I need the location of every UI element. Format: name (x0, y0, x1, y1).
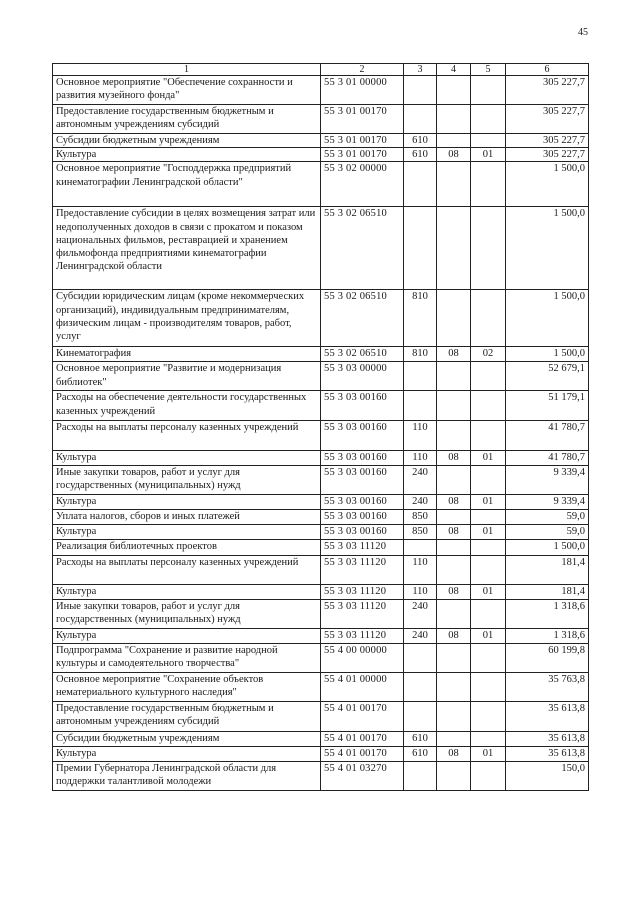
amount-cell: 1 318,6 (506, 628, 589, 643)
expense-type-cell (404, 162, 437, 207)
column-header: 4 (437, 64, 471, 76)
target-code-cell: 55 3 03 00160 (321, 509, 404, 524)
expense-type-cell: 240 (404, 628, 437, 643)
target-code-cell: 55 3 03 00000 (321, 362, 404, 391)
row-name-cell: Основное мероприятие "Развитие и модернизация библиотек" (53, 362, 321, 391)
row-name-cell: Иные закупки товаров, работ и услуг для государственных (муниципальных) нужд (53, 465, 321, 494)
table-row (53, 162, 589, 207)
section-cell (437, 362, 471, 391)
target-code-cell: 55 3 01 00170 (321, 134, 404, 148)
column-header: 6 (506, 64, 589, 76)
target-code-cell: 55 3 03 00160 (321, 494, 404, 509)
expense-type-cell (404, 207, 437, 290)
target-code-cell: 55 3 03 11120 (321, 628, 404, 643)
subsection-cell (471, 207, 506, 290)
row-name-cell: Предоставление субсидии в целях возмещения затрат или недополученных доходов в связи с прокатом и показом национальных фильмов, реставрацией и хранением фильмофонда предприятиями кинематографии Ленинградской области (53, 207, 321, 290)
amount-cell: 150,0 (506, 761, 589, 790)
table-row (53, 761, 589, 790)
row-name-cell: Основное мероприятие "Сохранение объектов нематериального культурного наследия" (53, 672, 321, 701)
target-code-cell: 55 4 00 00000 (321, 643, 404, 672)
amount-cell: 35 763,8 (506, 672, 589, 701)
table-row (53, 494, 589, 509)
section-cell (437, 134, 471, 148)
target-code-cell: 55 3 03 11120 (321, 599, 404, 628)
table-row (53, 701, 589, 731)
table-row (53, 148, 589, 162)
target-code-cell: 55 3 03 00160 (321, 524, 404, 539)
target-code-cell: 55 4 01 03270 (321, 761, 404, 790)
section-cell (437, 105, 471, 134)
expense-type-cell (404, 76, 437, 105)
subsection-cell (471, 76, 506, 105)
target-code-cell: 55 3 01 00170 (321, 105, 404, 134)
section-cell (437, 731, 471, 746)
table-row (53, 628, 589, 643)
budget-table (52, 63, 589, 791)
amount-cell: 1 318,6 (506, 599, 589, 628)
section-cell (437, 162, 471, 207)
table-row (53, 391, 589, 421)
expense-type-cell: 850 (404, 509, 437, 524)
table-row (53, 731, 589, 746)
row-name-cell: Расходы на выплаты персоналу казенных учреждений (53, 421, 321, 451)
row-name-cell: Уплата налогов, сборов и иных платежей (53, 509, 321, 524)
row-name-cell: Иные закупки товаров, работ и услуг для государственных (муниципальных) нужд (53, 599, 321, 628)
section-cell: 08 (437, 347, 471, 362)
section-cell (437, 701, 471, 731)
table-row (53, 524, 589, 539)
subsection-cell (471, 643, 506, 672)
expense-type-cell: 810 (404, 347, 437, 362)
target-code-cell: 55 3 02 00000 (321, 162, 404, 207)
expense-type-cell: 610 (404, 731, 437, 746)
header-row (53, 64, 589, 76)
subsection-cell: 01 (471, 451, 506, 465)
section-cell (437, 290, 471, 347)
subsection-cell (471, 362, 506, 391)
row-name-cell: Культура (53, 746, 321, 761)
page-number: 45 (578, 27, 588, 38)
subsection-cell (471, 290, 506, 347)
row-name-cell: Основное мероприятие "Обеспечение сохранности и развития музейного фонда" (53, 76, 321, 105)
subsection-cell (471, 105, 506, 134)
subsection-cell (471, 465, 506, 494)
section-cell (437, 672, 471, 701)
subsection-cell (471, 761, 506, 790)
row-name-cell: Премии Губернатора Ленинградской области для поддержки талантливой молодежи (53, 761, 321, 790)
amount-cell: 41 780,7 (506, 421, 589, 451)
expense-type-cell: 810 (404, 290, 437, 347)
table-row (53, 584, 589, 599)
table-row (53, 207, 589, 290)
expense-type-cell: 240 (404, 599, 437, 628)
table-row (53, 290, 589, 347)
subsection-cell (471, 509, 506, 524)
amount-cell: 35 613,8 (506, 731, 589, 746)
target-code-cell: 55 3 03 00160 (321, 451, 404, 465)
section-cell (437, 509, 471, 524)
table-row (53, 105, 589, 134)
row-name-cell: Субсидии бюджетным учреждениям (53, 134, 321, 148)
amount-cell: 1 500,0 (506, 290, 589, 347)
amount-cell: 59,0 (506, 524, 589, 539)
row-name-cell: Подпрограмма "Сохранение и развитие народной культуры и самодеятельного творчества" (53, 643, 321, 672)
target-code-cell: 55 3 02 06510 (321, 207, 404, 290)
target-code-cell: 55 3 03 11120 (321, 555, 404, 584)
row-name-cell: Культура (53, 524, 321, 539)
expense-type-cell (404, 391, 437, 421)
section-cell: 08 (437, 584, 471, 599)
expense-type-cell (404, 643, 437, 672)
amount-cell: 35 613,8 (506, 701, 589, 731)
amount-cell: 181,4 (506, 555, 589, 584)
column-header: 5 (471, 64, 506, 76)
target-code-cell: 55 3 02 06510 (321, 347, 404, 362)
row-name-cell: Культура (53, 494, 321, 509)
section-cell: 08 (437, 524, 471, 539)
table-row (53, 672, 589, 701)
subsection-cell (471, 555, 506, 584)
amount-cell: 1 500,0 (506, 539, 589, 555)
table-row (53, 465, 589, 494)
table-row (53, 509, 589, 524)
subsection-cell: 01 (471, 628, 506, 643)
target-code-cell: 55 4 01 00000 (321, 672, 404, 701)
subsection-cell: 01 (471, 494, 506, 509)
amount-cell: 52 679,1 (506, 362, 589, 391)
amount-cell: 35 613,8 (506, 746, 589, 761)
table-row (53, 555, 589, 584)
amount-cell: 1 500,0 (506, 207, 589, 290)
target-code-cell: 55 3 03 00160 (321, 391, 404, 421)
row-name-cell: Расходы на обеспечение деятельности государственных казенных учреждений (53, 391, 321, 421)
table-row (53, 746, 589, 761)
section-cell (437, 643, 471, 672)
expense-type-cell: 110 (404, 555, 437, 584)
target-code-cell: 55 4 01 00170 (321, 731, 404, 746)
subsection-cell (471, 162, 506, 207)
subsection-cell: 02 (471, 347, 506, 362)
table-row (53, 539, 589, 555)
row-name-cell: Основное мероприятие "Господдержка предприятий кинематографии Ленинградской области" (53, 162, 321, 207)
subsection-cell (471, 672, 506, 701)
amount-cell: 305 227,7 (506, 148, 589, 162)
section-cell: 08 (437, 148, 471, 162)
section-cell (437, 555, 471, 584)
subsection-cell (471, 701, 506, 731)
row-name-cell: Культура (53, 451, 321, 465)
amount-cell: 59,0 (506, 509, 589, 524)
expense-type-cell: 850 (404, 524, 437, 539)
target-code-cell: 55 3 03 00160 (321, 421, 404, 451)
subsection-cell (471, 421, 506, 451)
amount-cell: 60 199,8 (506, 643, 589, 672)
table-row (53, 643, 589, 672)
expense-type-cell: 610 (404, 746, 437, 761)
section-cell: 08 (437, 494, 471, 509)
row-name-cell: Расходы на выплаты персоналу казенных учреждений (53, 555, 321, 584)
row-name-cell: Культура (53, 584, 321, 599)
table-row (53, 421, 589, 451)
expense-type-cell: 110 (404, 451, 437, 465)
amount-cell: 181,4 (506, 584, 589, 599)
table-row (53, 134, 589, 148)
subsection-cell: 01 (471, 524, 506, 539)
subsection-cell (471, 539, 506, 555)
row-name-cell: Культура (53, 628, 321, 643)
section-cell (437, 599, 471, 628)
target-code-cell: 55 3 01 00170 (321, 148, 404, 162)
expense-type-cell (404, 701, 437, 731)
row-name-cell: Предоставление государственным бюджетным и автономным учреждениям субсидий (53, 701, 321, 731)
amount-cell: 305 227,7 (506, 105, 589, 134)
amount-cell: 305 227,7 (506, 134, 589, 148)
row-name-cell: Субсидии юридическим лицам (кроме некоммерческих организаций), индивидуальным предпринимателям, физическим лицам - производителям товаров, работ, услуг (53, 290, 321, 347)
subsection-cell: 01 (471, 584, 506, 599)
expense-type-cell (404, 539, 437, 555)
amount-cell: 41 780,7 (506, 451, 589, 465)
section-cell (437, 207, 471, 290)
section-cell (437, 761, 471, 790)
section-cell: 08 (437, 451, 471, 465)
section-cell (437, 539, 471, 555)
expense-type-cell (404, 672, 437, 701)
target-code-cell: 55 3 01 00000 (321, 76, 404, 105)
section-cell (437, 465, 471, 494)
target-code-cell: 55 3 03 11120 (321, 584, 404, 599)
row-name-cell: Культура (53, 148, 321, 162)
amount-cell: 1 500,0 (506, 347, 589, 362)
expense-type-cell: 240 (404, 465, 437, 494)
table-row (53, 362, 589, 391)
row-name-cell: Кинематография (53, 347, 321, 362)
table-row (53, 451, 589, 465)
expense-type-cell (404, 362, 437, 391)
column-header: 3 (404, 64, 437, 76)
section-cell (437, 76, 471, 105)
amount-cell: 9 339,4 (506, 465, 589, 494)
subsection-cell (471, 599, 506, 628)
expense-type-cell: 610 (404, 148, 437, 162)
amount-cell: 305 227,7 (506, 76, 589, 105)
target-code-cell: 55 3 03 00160 (321, 465, 404, 494)
subsection-cell: 01 (471, 148, 506, 162)
target-code-cell: 55 3 03 11120 (321, 539, 404, 555)
target-code-cell: 55 4 01 00170 (321, 701, 404, 731)
table-row (53, 599, 589, 628)
section-cell: 08 (437, 628, 471, 643)
amount-cell: 1 500,0 (506, 162, 589, 207)
section-cell: 08 (437, 746, 471, 761)
row-name-cell: Субсидии бюджетным учреждениям (53, 731, 321, 746)
expense-type-cell: 610 (404, 134, 437, 148)
expense-type-cell: 110 (404, 584, 437, 599)
row-name-cell: Предоставление государственным бюджетным и автономным учреждениям субсидий (53, 105, 321, 134)
expense-type-cell (404, 761, 437, 790)
subsection-cell: 01 (471, 746, 506, 761)
subsection-cell (471, 134, 506, 148)
table-row (53, 347, 589, 362)
amount-cell: 9 339,4 (506, 494, 589, 509)
section-cell (437, 391, 471, 421)
target-code-cell: 55 4 01 00170 (321, 746, 404, 761)
amount-cell: 51 179,1 (506, 391, 589, 421)
subsection-cell (471, 391, 506, 421)
column-header: 2 (321, 64, 404, 76)
subsection-cell (471, 731, 506, 746)
section-cell (437, 421, 471, 451)
row-name-cell: Реализация библиотечных проектов (53, 539, 321, 555)
target-code-cell: 55 3 02 06510 (321, 290, 404, 347)
expense-type-cell: 240 (404, 494, 437, 509)
column-header: 1 (53, 64, 321, 76)
table-row (53, 76, 589, 105)
expense-type-cell (404, 105, 437, 134)
expense-type-cell: 110 (404, 421, 437, 451)
